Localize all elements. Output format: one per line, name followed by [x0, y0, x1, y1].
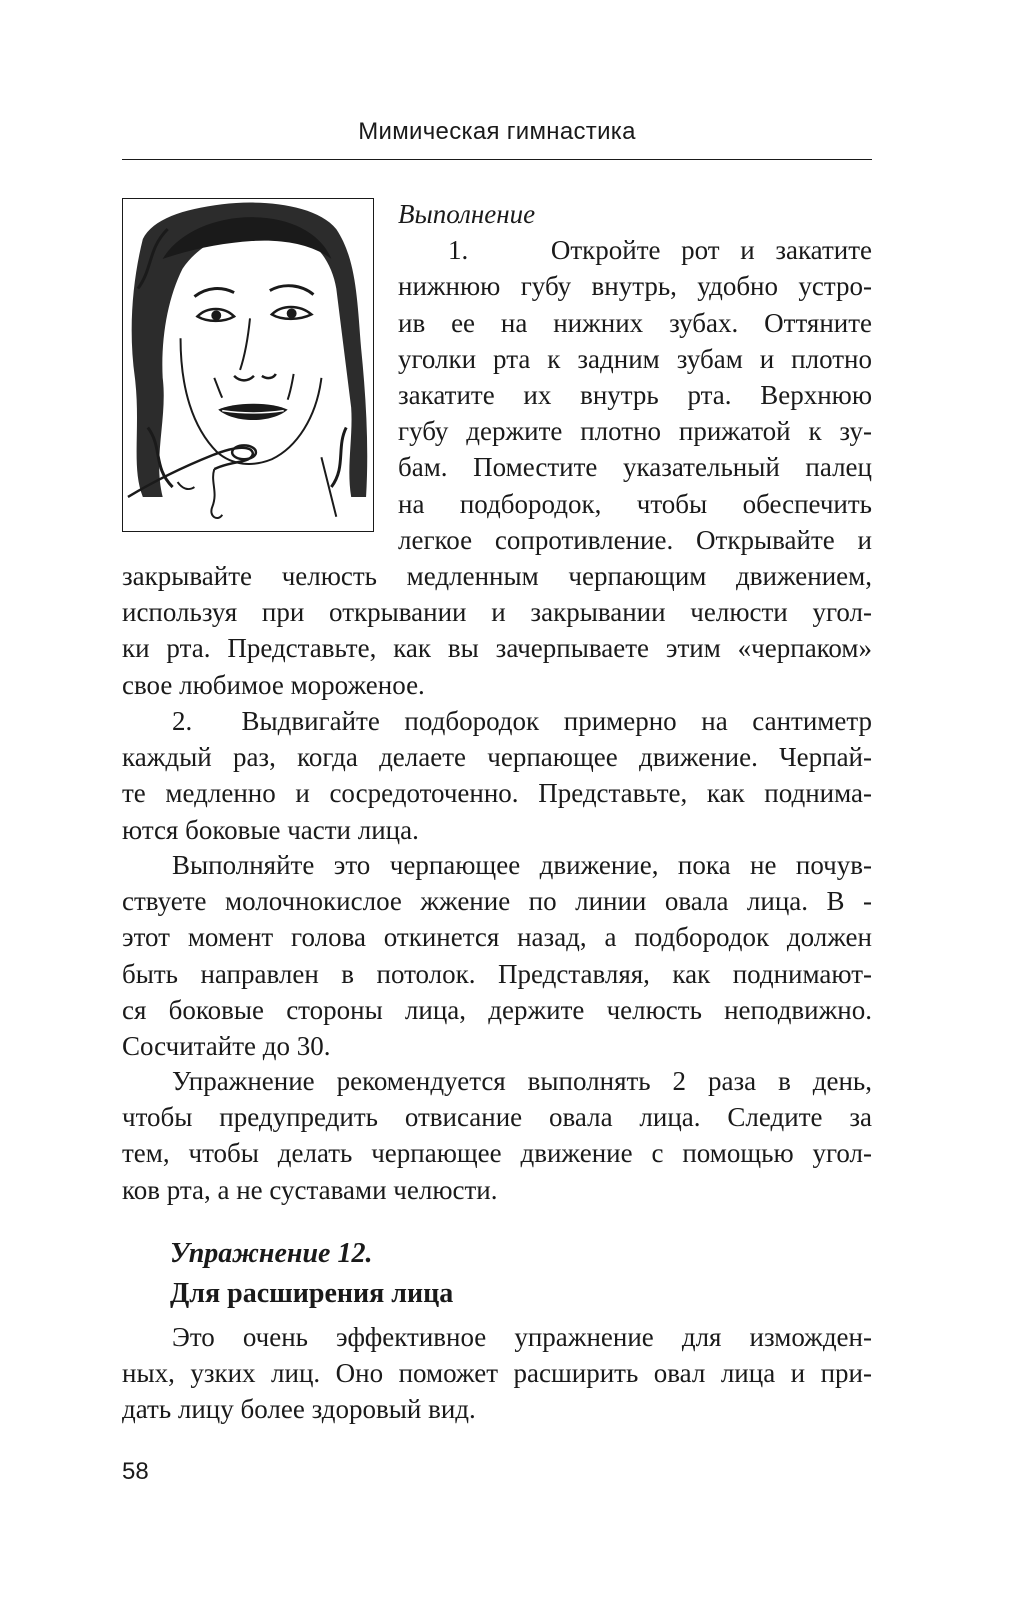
text-line: Это очень эффективное упражнение для изможден-: [172, 1322, 872, 1352]
text-line: 2. Выдвигайте подбородок примерно на сантиметр: [172, 706, 872, 736]
text-line: ся боковые стороны лица, держите челюсть неподвижно.: [122, 994, 872, 1025]
text-line: Выполняйте это черпающее движение, пока не почув-: [172, 850, 872, 880]
text-line: ются боковые части лица.: [122, 814, 419, 845]
text-line: используя при открывании и закрывании челюсти угол-: [122, 597, 872, 628]
text-line: тем, чтобы делать черпающее движение с помощью угол-: [122, 1138, 872, 1169]
text-line: бам. Поместите указательный палец: [398, 452, 872, 483]
text-line: ков рта, а не суставами челюсти.: [122, 1174, 498, 1205]
exercise-title: Для расширения лица: [170, 1278, 454, 1309]
execution-section: [398, 196, 872, 558]
text-line: ствуете молочнокислое жжение по линии овала лица. В -: [122, 886, 872, 917]
text-line: ки рта. Представьте, как вы зачерпываете этим «черпаком»: [122, 633, 872, 664]
page-number: 58: [122, 1458, 149, 1485]
text-line: на подбородок, чтобы обеспечить: [398, 488, 872, 519]
text-line: Упражнение рекомендуется выполнять 2 раза в день,: [172, 1066, 872, 1096]
exercise-heading: [170, 1234, 870, 1314]
text-line: закатите их внутрь рта. Верхнюю: [398, 380, 872, 411]
text-line: чтобы предупредить отвисание овала лица. Следите за: [122, 1102, 872, 1133]
text-line: быть направлен в потолок. Представляя, как поднимают-: [122, 958, 872, 989]
text-line: ных, узких лиц. Оно поможет расширить овал лица и при-: [122, 1358, 872, 1389]
section-label: Выполнение: [398, 199, 536, 229]
header-rule: [122, 159, 872, 160]
paragraph-2: [122, 703, 872, 848]
text-line: нижнюю губу внутрь, удобно устро-: [398, 271, 872, 302]
text-line: свое любимое мороженое.: [122, 669, 425, 700]
text-line: этот момент голова откинется назад, а подбородок должен: [122, 922, 872, 953]
text-line: те медленно и сосредоточенно. Представьте, как поднима-: [122, 778, 872, 809]
text-line: губу держите плотно прижатой к зу-: [398, 416, 872, 447]
wrap-line-1: [398, 232, 872, 268]
face-exercise-illustration: [122, 198, 374, 532]
exercise-number: Упражнение 12.: [170, 1238, 373, 1269]
paragraph-4: [122, 1063, 872, 1208]
face-exercise-illustration-icon: [123, 199, 373, 531]
paragraph-3: [122, 847, 872, 1064]
text-line: 1. Откройте рот и закатите: [448, 235, 872, 266]
running-head: Мимическая гимнастика: [358, 118, 636, 145]
text-line: ив ее на нижних зубах. Оттяните: [398, 307, 872, 338]
text-line: легкое сопротивление. Открывайте и: [398, 524, 872, 555]
text-line: закрывайте челюсть медленным черпающим движением,: [122, 561, 872, 591]
text-line: уголки рта к задним зубам и плотно: [398, 343, 872, 374]
text-line: каждый раз, когда делаете черпающее движение. Черпай-: [122, 742, 872, 773]
text-line: Сосчитайте до 30.: [122, 1031, 331, 1062]
text-line: дать лицу более здоровый вид.: [122, 1394, 476, 1425]
paragraph-5: [122, 1319, 872, 1428]
paragraph-1-continuation: [122, 558, 872, 703]
